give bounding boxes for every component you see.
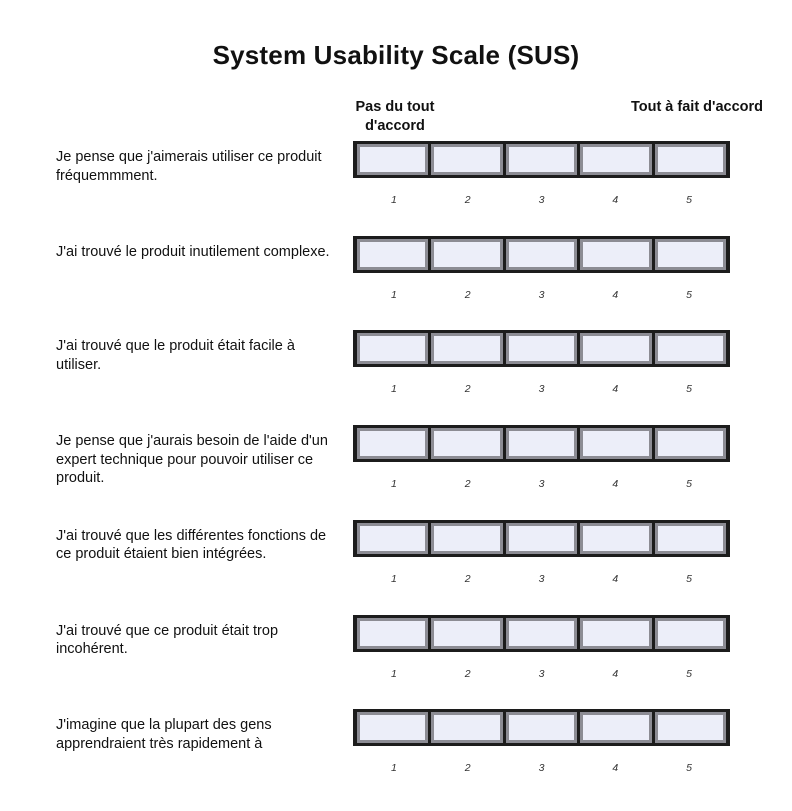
rating-number: 3 (538, 383, 545, 396)
rating-number: 2 (464, 478, 471, 491)
rating-number: 3 (538, 667, 545, 680)
rating-scale-numbers (353, 478, 730, 490)
rating-option-1[interactable] (357, 712, 428, 743)
rating-number: 1 (390, 572, 397, 585)
rating-option-2[interactable] (431, 523, 502, 554)
rating-number: 3 (538, 288, 545, 301)
rating-option-3[interactable] (506, 144, 577, 175)
rating-number: 2 (464, 288, 471, 301)
rating-number: 3 (538, 194, 545, 206)
rating-option-5[interactable] (655, 333, 726, 364)
question-text: Je pense que j'aurais besoin de l'aide d'un expert technique pour pouvoir utiliser ce produit. (56, 433, 328, 487)
rating-number: 5 (686, 383, 692, 396)
rating-option-1[interactable] (357, 428, 428, 459)
rating-option-2[interactable] (431, 239, 502, 270)
rating-number: 5 (686, 288, 692, 301)
rating-option-2[interactable] (431, 144, 502, 175)
rating-option-5[interactable] (655, 712, 726, 743)
rating-option-5[interactable] (655, 618, 726, 649)
scale-anchor-low: Pas du tout d'accord (355, 99, 435, 134)
rating-scale (353, 236, 730, 273)
rating-option-1[interactable] (357, 523, 428, 554)
rating-option-4[interactable] (580, 712, 651, 743)
rating-option-4[interactable] (580, 428, 651, 459)
question-row (0, 716, 792, 811)
rating-option-2[interactable] (431, 333, 502, 364)
question-row (0, 243, 792, 338)
rating-option-4[interactable] (580, 618, 651, 649)
rating-option-5[interactable] (655, 428, 726, 459)
rating-option-5[interactable] (655, 523, 726, 554)
rating-scale-numbers (353, 194, 730, 206)
rating-option-1[interactable] (357, 618, 428, 649)
rating-option-3[interactable] (506, 523, 577, 554)
rating-scale (353, 141, 730, 178)
rating-option-1[interactable] (357, 333, 428, 364)
rating-number: 3 (538, 572, 545, 585)
rating-number: 2 (464, 572, 471, 585)
rating-number: 2 (464, 762, 471, 775)
rating-number: 1 (390, 288, 397, 301)
rating-number: 4 (612, 762, 619, 775)
rating-option-5[interactable] (655, 144, 726, 175)
rating-number: 2 (464, 383, 471, 396)
rating-option-3[interactable] (506, 333, 577, 364)
rating-option-3[interactable] (506, 239, 577, 270)
rating-scale-numbers (353, 762, 730, 774)
rating-number: 4 (612, 478, 619, 491)
rating-option-4[interactable] (580, 523, 651, 554)
question-row (0, 622, 792, 717)
rating-number: 3 (538, 478, 545, 491)
rating-option-3[interactable] (506, 618, 577, 649)
rating-option-4[interactable] (580, 239, 651, 270)
rating-option-4[interactable] (580, 333, 651, 364)
question-row (0, 527, 792, 622)
rating-option-3[interactable] (506, 712, 577, 743)
rating-number: 1 (390, 383, 397, 396)
rating-number: 5 (686, 194, 692, 206)
rating-option-2[interactable] (431, 618, 502, 649)
rating-number: 2 (464, 667, 471, 680)
question-text: J'ai trouvé que ce produit était trop incohérent. (56, 622, 279, 657)
question-text: J'imagine que la plupart des gens apprendraient très rapidement à (56, 717, 272, 752)
rating-number: 5 (686, 572, 692, 585)
question-row (0, 148, 792, 243)
rating-scale (353, 425, 730, 462)
question-row (0, 432, 792, 527)
rating-number: 5 (686, 478, 692, 491)
rating-scale (353, 615, 730, 652)
rating-option-2[interactable] (431, 428, 502, 459)
rating-number: 1 (390, 667, 397, 680)
rating-number: 3 (538, 762, 545, 775)
rating-option-4[interactable] (580, 144, 651, 175)
rating-number: 1 (390, 194, 397, 206)
question-row (0, 337, 792, 432)
question-text: J'ai trouvé le produit inutilement complexe. (56, 243, 330, 260)
question-text: J'ai trouvé que les différentes fonctions de ce produit étaient bien intégrées. (56, 527, 327, 563)
rating-option-1[interactable] (357, 144, 428, 175)
rating-number: 1 (390, 762, 397, 775)
question-text: Je pense que j'aimerais utiliser ce produit fréquemmment. (56, 149, 322, 184)
rating-scale-numbers (353, 573, 730, 585)
rating-option-5[interactable] (655, 239, 726, 270)
rating-scale-numbers (353, 383, 730, 395)
scale-anchor-high: Tout à fait d'accord (630, 99, 764, 115)
rating-number: 4 (612, 667, 619, 680)
rating-number: 2 (464, 194, 471, 206)
rating-number: 4 (612, 383, 619, 396)
rating-scale (353, 330, 730, 367)
rating-number: 4 (612, 288, 619, 301)
rating-scale-numbers (353, 668, 730, 680)
rating-option-2[interactable] (431, 712, 502, 743)
rating-scale-numbers (353, 289, 730, 301)
rating-number: 4 (612, 572, 619, 585)
rating-number: 5 (686, 762, 692, 775)
rating-number: 1 (390, 478, 397, 491)
rating-number: 5 (686, 667, 692, 680)
rating-number: 4 (612, 194, 619, 206)
rating-scale (353, 709, 730, 746)
rating-option-3[interactable] (506, 428, 577, 459)
page-title: System Usability Scale (SUS) (212, 40, 580, 70)
question-text: J'ai trouvé que le produit était facile à utiliser. (56, 338, 295, 373)
rating-scale (353, 520, 730, 557)
rating-option-1[interactable] (357, 239, 428, 270)
